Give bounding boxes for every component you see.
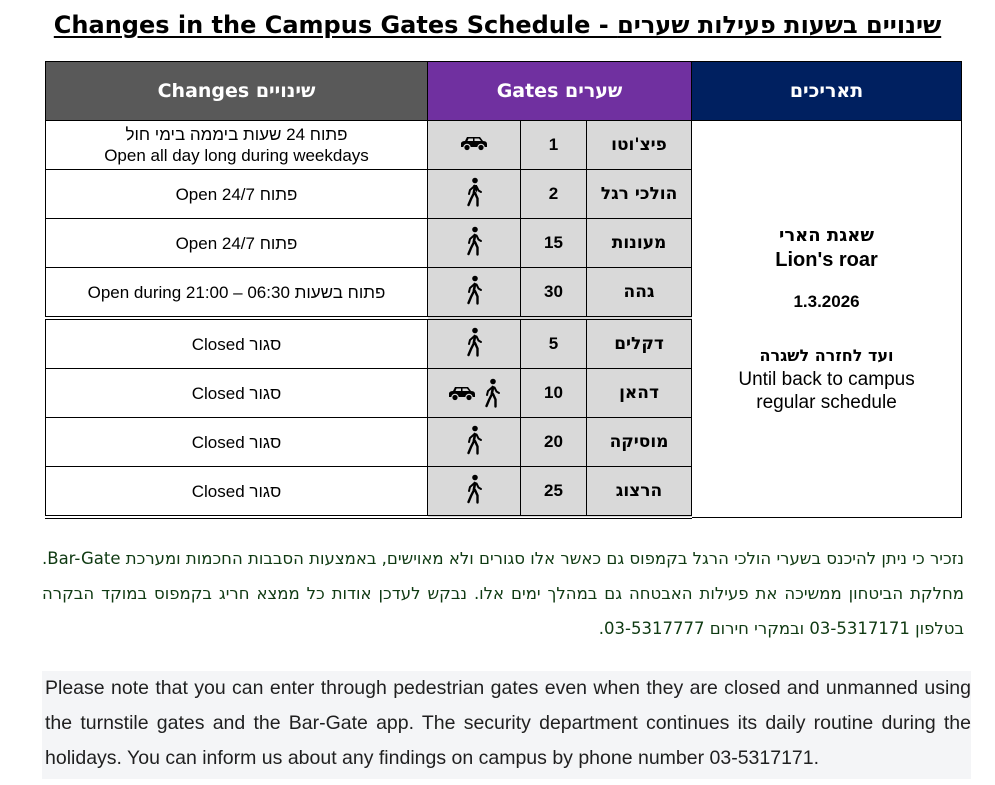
period-until-english-line1: Until back to campus (738, 368, 915, 390)
header-gates: Gates שערים (428, 62, 692, 121)
notice-hebrew: נזכיר כי ניתן להיכנס בשערי הולכי הרגל בקמפוס גם כאשר אלו סגורים ולא מאוישים, באמצעות הסבבות החכמות ומערכת Bar-Gate. מחלקת הביטחון ממשיכה את פעילות האבטחה גם במהלך ימים אלו. נבקש לעדכן אודות כל ממצא חריג בקמפוס במוקד הבקרה בטלפון 03-5317171 ובמקרי חירום 03-5317777. (42, 549, 964, 638)
gate-number: 15 (521, 219, 587, 268)
pedestrian-icon (465, 177, 483, 207)
gate-type-cell (428, 369, 521, 418)
period-start-date: 1.3.2026 (793, 291, 860, 311)
gate-name: פיצ'וטו (587, 121, 692, 170)
change-cell: Closed סגור (46, 418, 428, 467)
gate-number: 1 (521, 121, 587, 170)
change-cell: Open 24/7 פתוח (46, 219, 428, 268)
gates-schedule-table (45, 61, 962, 519)
gate-number: 2 (521, 170, 587, 219)
gate-name: דקלים (587, 318, 692, 369)
gate-type-cell (428, 268, 521, 319)
gate-type-cell (428, 318, 521, 369)
page-title: Changes in the Campus Gates Schedule - שינויים בשעות פעילות שערים (53, 11, 942, 39)
gate-name: דהאן (587, 369, 692, 418)
gate-number: 20 (521, 418, 587, 467)
pedestrian-icon (465, 226, 483, 256)
gate-type-cell (428, 467, 521, 518)
change-cell: Open 24/7 פתוח (46, 170, 428, 219)
change-cell: Closed סגור (46, 318, 428, 369)
pedestrian-icon (483, 378, 501, 408)
gate-name: מוסיקה (587, 418, 692, 467)
gate-type-cell (428, 121, 521, 170)
gate-type-cell (428, 219, 521, 268)
table-row (46, 121, 962, 170)
change-text-hebrew: פתוח 24 שעות ביממה בימי חול (125, 125, 348, 144)
period-until-english-line2: regular schedule (756, 391, 897, 413)
change-cell (46, 121, 428, 170)
header-changes: Changes שינויים (46, 62, 428, 121)
gate-number: 10 (521, 369, 587, 418)
change-cell: Closed סגור (46, 369, 428, 418)
dates-cell (692, 121, 962, 518)
pedestrian-icon (465, 425, 483, 455)
car-icon (447, 385, 477, 401)
gate-number: 30 (521, 268, 587, 319)
table-header-row (46, 62, 962, 121)
car-icon (459, 135, 489, 151)
period-until-hebrew: ועד לחזרה לשגרה (759, 345, 894, 365)
pedestrian-icon (465, 327, 483, 357)
gate-type-cell (428, 418, 521, 467)
gate-type-cell (428, 170, 521, 219)
gate-number: 25 (521, 467, 587, 518)
change-cell: Open during 21:00 – 06:30 פתוח בשעות (46, 268, 428, 319)
period-name-hebrew: שאגת הארי (779, 224, 875, 246)
gate-name: הולכי רגל (587, 170, 692, 219)
gate-name: מעונות (587, 219, 692, 268)
header-dates: תאריכים (692, 62, 962, 121)
gate-name: גהה (587, 268, 692, 319)
gate-name: הרצוג (587, 467, 692, 518)
change-cell: Closed סגור (46, 467, 428, 518)
notice-english: Please note that you can enter through pedestrian gates even when they are closed and unmanned using the turnstile gates and the Bar-Gate app. The security department continues its daily routine during the holidays. You can inform us about any findings on campus by phone number 03-5317171. (42, 671, 971, 779)
change-text-english: Open all day long during weekdays (104, 146, 369, 165)
gate-number: 5 (521, 318, 587, 369)
period-name-english: Lion's roar (775, 248, 878, 271)
pedestrian-icon (465, 474, 483, 504)
pedestrian-icon (465, 275, 483, 305)
